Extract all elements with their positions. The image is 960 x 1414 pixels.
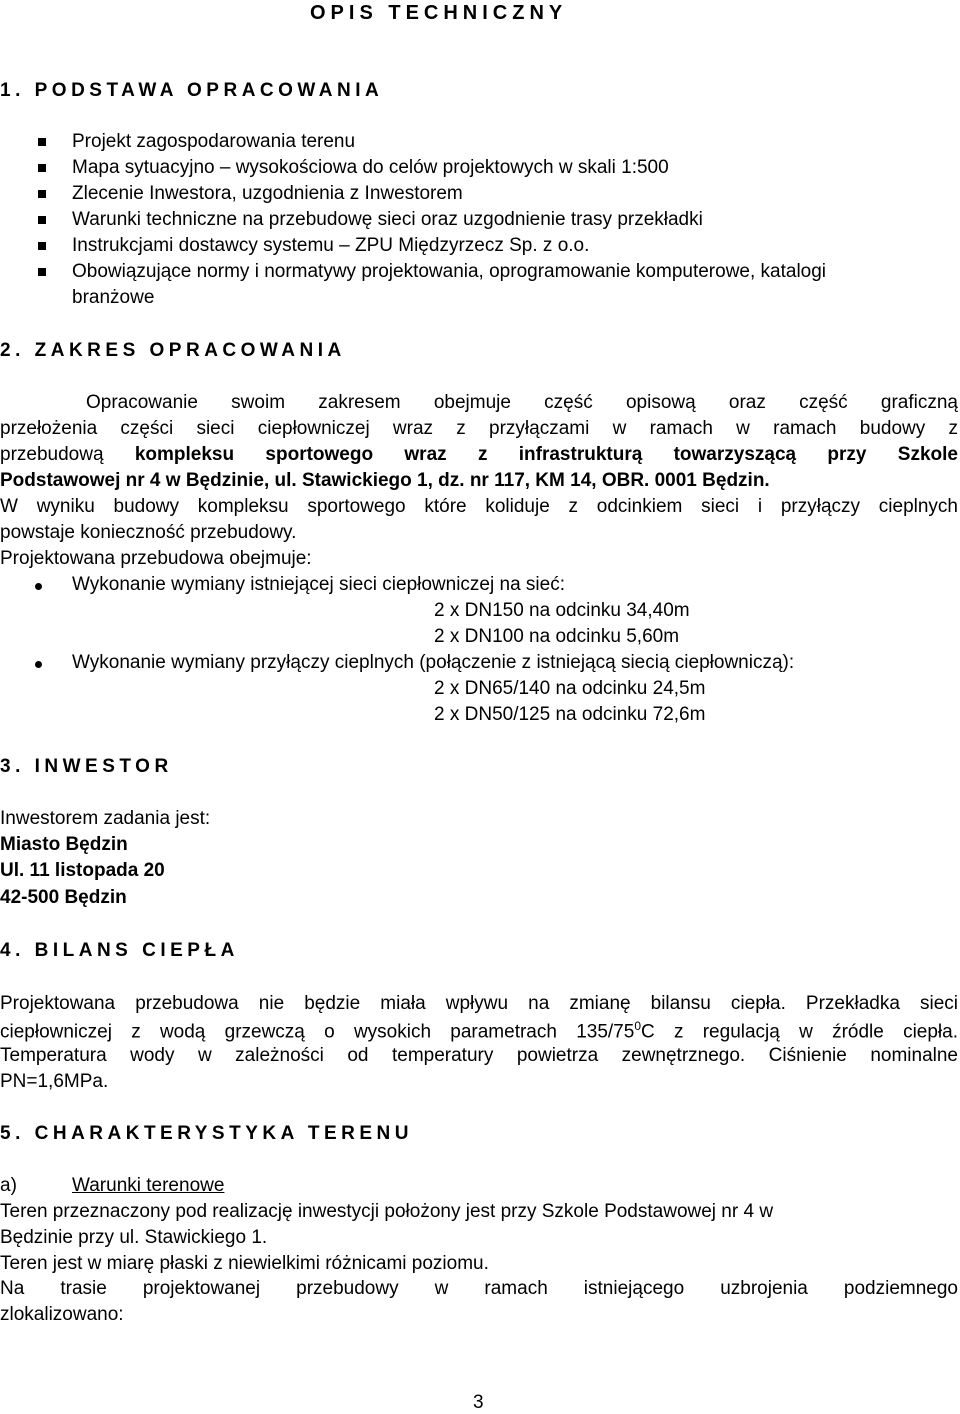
paragraph-line: powstaje konieczność przebudowy.	[0, 522, 297, 543]
text-span: przebudową	[0, 444, 104, 465]
list-item: Zlecenie Inwestora, uzgodnienia z Inwestorem	[72, 183, 463, 204]
investor-city: 42-500 Będzin	[0, 887, 127, 908]
section-5-heading: 5. CHARAKTERYSTYKA TERENU	[0, 1123, 414, 1144]
list-item-detail: 2 x DN50/125 na odcinku 72,6m	[434, 704, 706, 725]
subsection-letter: a)	[0, 1175, 17, 1196]
bullet-square-icon	[38, 138, 46, 146]
text-span: C z regulacją w źródle ciepła.	[641, 1021, 958, 1043]
paragraph-line: Teren jest w miarę płaski z niewielkimi różnicami poziomu.	[0, 1253, 489, 1274]
paragraph-line-bold: Podstawowej nr 4 w Będzinie, ul. Stawickiego 1, dz. nr 117, KM 14, OBR. 0001 Będzin.	[0, 470, 770, 491]
list-item-continuation: branżowe	[72, 287, 155, 308]
superscript: 0	[634, 1019, 641, 1033]
list-item-detail: 2 x DN150 na odcinku 34,40m	[434, 600, 690, 621]
paragraph-line: W wyniku budowy kompleksu sportowego które koliduje z odcinkiem sieci i przyłączy cieplnych	[0, 496, 958, 517]
section-1-heading: 1. PODSTAWA OPRACOWANIA	[0, 80, 384, 101]
list-item: Projekt zagospodarowania terenu	[72, 131, 356, 152]
list-item: Obowiązujące normy i normatywy projektowania, oprogramowanie komputerowe, katalogi	[72, 261, 827, 282]
document-title: OPIS TECHNICZNY	[310, 2, 568, 24]
list-item-detail: 2 x DN65/140 na odcinku 24,5m	[434, 678, 706, 699]
bullet-square-icon	[38, 216, 46, 224]
paragraph-line: Będzinie przy ul. Stawickiego 1.	[0, 1227, 268, 1248]
list-item-detail: 2 x DN100 na odcinku 5,60m	[434, 626, 680, 647]
investor-intro: Inwestorem zadania jest:	[0, 808, 211, 829]
bullet-square-icon	[38, 268, 46, 276]
bullet-square-icon	[38, 242, 46, 250]
paragraph-line: Projektowana przebudowa obejmuje:	[0, 548, 312, 569]
bullet-square-icon	[38, 164, 46, 172]
paragraph-line: PN=1,6MPa.	[0, 1071, 109, 1092]
list-item: Warunki techniczne na przebudowę sieci oraz uzgodnienie trasy przekładki	[72, 209, 703, 230]
subsection-title: Warunki terenowe	[72, 1175, 225, 1196]
paragraph-line: Teren przeznaczony pod realizację inwestycji położony jest przy Szkole Podstawowej nr 4 w	[0, 1201, 774, 1222]
investor-street: Ul. 11 listopada 20	[0, 860, 165, 881]
paragraph-line	[0, 1019, 958, 1043]
bold-text-span: kompleksu sportowego wraz z infrastrukturą towarzyszącą przy Szkole	[134, 444, 958, 465]
list-item: Wykonanie wymiany istniejącej sieci ciepłowniczej na sieć:	[72, 574, 565, 595]
section-2-heading: 2. ZAKRES OPRACOWANIA	[0, 340, 346, 361]
paragraph-line: zlokalizowano:	[0, 1304, 124, 1325]
list-item: Wykonanie wymiany przyłączy cieplnych (połączenie z istniejącą siecią ciepłowniczą):	[72, 652, 795, 673]
list-item: Instrukcjami dostawcy systemu – ZPU Międzyrzecz Sp. z o.o.	[72, 235, 590, 256]
paragraph-line: Temperatura wody w zależności od temperatury powietrza zewnętrznego. Ciśnienie nominalne	[0, 1045, 958, 1066]
paragraph-line: Opracowanie swoim zakresem obejmuje część opisową oraz część graficzną	[86, 392, 958, 413]
section-3-heading: 3. INWESTOR	[0, 756, 173, 777]
section-4-heading: 4. BILANS CIEPŁA	[0, 940, 239, 961]
text-span: ciepłowniczej z wodą grzewczą o wysokich parametrach 135/75	[0, 1021, 635, 1043]
bullet-dot-icon	[35, 583, 42, 590]
paragraph-line: przełożenia części sieci ciepłowniczej wraz z przyłączami w ramach w ramach budowy z	[0, 418, 958, 439]
paragraph-line	[0, 444, 958, 466]
paragraph-line: Na trasie projektowanej przebudowy w ramach istniejącego uzbrojenia podziemnego	[0, 1278, 958, 1299]
investor-name: Miasto Będzin	[0, 834, 128, 855]
bullet-dot-icon	[35, 661, 42, 668]
paragraph-line: Projektowana przebudowa nie będzie miała wpływu na zmianę bilansu ciepła. Przekładka sieci	[0, 993, 958, 1014]
page-number: 3	[473, 1392, 484, 1413]
list-item: Mapa sytuacyjno – wysokościowa do celów projektowych w skali 1:500	[72, 157, 669, 178]
bullet-square-icon	[38, 190, 46, 198]
